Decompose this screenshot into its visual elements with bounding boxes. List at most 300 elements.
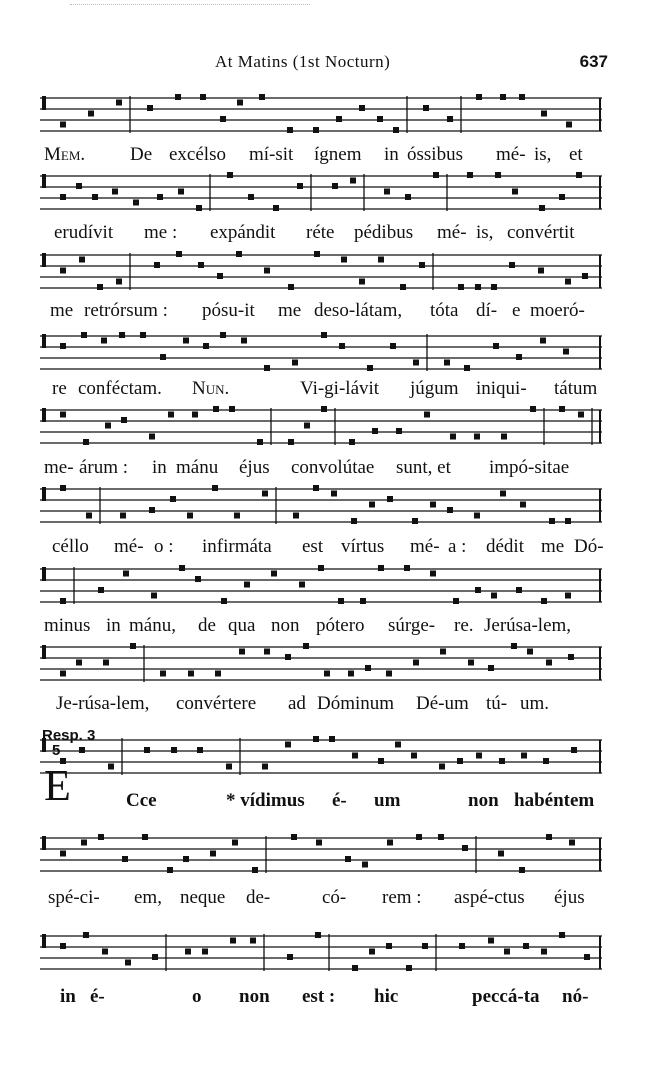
neume [215, 671, 221, 677]
syllable: ígnem [314, 144, 362, 165]
neume [288, 284, 294, 290]
neume [462, 845, 468, 851]
neume [149, 507, 155, 513]
neume [112, 189, 118, 195]
neume [196, 205, 202, 211]
syllable: mé- [496, 144, 526, 165]
neume [511, 643, 517, 649]
neume [400, 284, 406, 290]
neume [352, 753, 358, 759]
neume [121, 417, 127, 423]
neume [264, 268, 270, 274]
neume [378, 257, 384, 263]
neume [453, 598, 459, 604]
syllable: in [60, 986, 76, 1007]
neume [88, 111, 94, 117]
neume [232, 840, 238, 846]
syllable: Dé-um [416, 693, 469, 714]
neume [476, 94, 482, 100]
syllable: Dó- [574, 536, 604, 557]
syllable: De [130, 144, 153, 165]
syllable: mánu, [129, 615, 176, 636]
neume [559, 932, 565, 938]
neume [119, 332, 125, 338]
syllable: qua [228, 615, 256, 636]
neume [563, 349, 569, 355]
neume [98, 587, 104, 593]
neume [287, 954, 293, 960]
neume [239, 649, 245, 655]
syllable: Jerúsa-lem, [484, 615, 572, 636]
neume [292, 360, 298, 366]
neume [530, 406, 536, 412]
neume [512, 189, 518, 195]
neume [491, 284, 497, 290]
neume [259, 94, 265, 100]
neume [565, 279, 571, 285]
neume [365, 665, 371, 671]
neume [125, 960, 131, 966]
neume [149, 434, 155, 440]
syllable: árum : [79, 457, 129, 478]
neume [565, 518, 571, 524]
neume [386, 943, 392, 949]
syllable: é- [332, 790, 347, 811]
neume [188, 671, 194, 677]
syllable: mánu [176, 457, 219, 478]
staff-7 [40, 563, 602, 607]
neume [187, 513, 193, 519]
neume [500, 491, 506, 497]
neume [543, 758, 549, 764]
neume [444, 360, 450, 366]
syllable: minus [44, 615, 91, 636]
neume [475, 284, 481, 290]
syllable: erudívit [54, 222, 114, 243]
neume [252, 867, 258, 873]
neume [331, 491, 337, 497]
syllable: mí-sit [249, 144, 294, 165]
syllable: iniqui- [476, 378, 527, 399]
neume [60, 343, 66, 349]
syllable: Mem. [44, 144, 86, 165]
clef [42, 567, 46, 581]
neume [144, 747, 150, 753]
neume [362, 862, 368, 868]
neume [203, 343, 209, 349]
neume [359, 105, 365, 111]
syllable: neque [180, 887, 226, 908]
neume [422, 943, 428, 949]
neume [241, 338, 247, 344]
neume [116, 100, 122, 106]
syllable: in [106, 615, 121, 636]
syllable: éjus [239, 457, 270, 478]
staff-svg [40, 92, 602, 136]
neume [329, 736, 335, 742]
neume [304, 423, 310, 429]
staff-10 [40, 832, 602, 876]
neume [336, 116, 342, 122]
neume [438, 834, 444, 840]
staff-11 [40, 930, 602, 974]
neume [236, 251, 242, 257]
syllable: me [50, 300, 74, 321]
syllable: spé-ci- [48, 887, 100, 908]
syllable: aspé-ctus [454, 887, 525, 908]
neume [338, 598, 344, 604]
neume [103, 660, 109, 666]
neume [176, 251, 182, 257]
syllable: non [271, 615, 300, 636]
neume [439, 764, 445, 770]
neume [349, 439, 355, 445]
neume [313, 485, 319, 491]
neume [495, 172, 501, 178]
syllable: re [52, 378, 67, 399]
neume [226, 764, 232, 770]
neume [60, 485, 66, 491]
neume [314, 251, 320, 257]
syllable: convértere [176, 693, 257, 714]
neume [183, 856, 189, 862]
neume [541, 111, 547, 117]
neume [244, 582, 250, 588]
syllable: deso-látam, [314, 300, 403, 321]
syllable: is, [476, 222, 494, 243]
neume [210, 851, 216, 857]
neume [291, 834, 297, 840]
staff-svg [40, 170, 602, 214]
neume [299, 582, 305, 588]
neume [569, 840, 575, 846]
responsory-label [42, 728, 95, 758]
neume [369, 949, 375, 955]
neume [501, 434, 507, 440]
neume [154, 262, 160, 268]
syllable: júgum [410, 378, 459, 399]
neume [539, 205, 545, 211]
neume [541, 598, 547, 604]
neume [433, 172, 439, 178]
neume [546, 834, 552, 840]
syllable: impó-sitae [489, 457, 570, 478]
neume [60, 851, 66, 857]
syllable: e [512, 300, 521, 321]
neume [171, 747, 177, 753]
staff-svg [40, 483, 602, 527]
syllable: in [384, 144, 399, 165]
neume [464, 365, 470, 371]
neume [324, 671, 330, 677]
neume [412, 518, 418, 524]
neume [101, 338, 107, 344]
neume [147, 105, 153, 111]
syllable: Je-rúsa-lem, [56, 693, 150, 714]
neume [348, 671, 354, 677]
neume [313, 736, 319, 742]
neume [123, 571, 129, 577]
neume [81, 840, 87, 846]
syllable: de [198, 615, 216, 636]
syllable: est : [302, 986, 336, 1007]
staff-8 [40, 641, 602, 685]
staff-6 [40, 483, 602, 527]
neume [200, 94, 206, 100]
neume [474, 434, 480, 440]
staff-svg [40, 404, 602, 448]
neume [576, 172, 582, 178]
neume [430, 502, 436, 508]
syllable: hic [374, 986, 399, 1007]
syllable: conféctam. [78, 378, 162, 399]
syllable: expándit [210, 222, 276, 243]
neume [157, 194, 163, 200]
neume [350, 178, 356, 184]
neume [151, 593, 157, 599]
neume [377, 116, 383, 122]
neume [467, 172, 473, 178]
syllable: mé- [410, 536, 440, 557]
neume [578, 412, 584, 418]
neume [516, 587, 522, 593]
syllable: in [152, 457, 167, 478]
staff-2 [40, 170, 602, 214]
neume [332, 183, 338, 189]
neume [160, 354, 166, 360]
neume [372, 428, 378, 434]
page-number: 637 [579, 52, 608, 71]
neume [476, 753, 482, 759]
neume [122, 856, 128, 862]
neume [79, 257, 85, 263]
neume [297, 183, 303, 189]
neume [447, 116, 453, 122]
neume [288, 439, 294, 445]
syllable: nó- [562, 986, 589, 1007]
syllable: pósu-it [202, 300, 255, 321]
neume [430, 571, 436, 577]
syllable: dédit [486, 536, 524, 557]
neume [390, 343, 396, 349]
neume [264, 649, 270, 655]
staff-4 [40, 330, 602, 374]
neume [321, 332, 327, 338]
syllable: excélso [169, 144, 226, 165]
neume [83, 932, 89, 938]
syllable: convértit [507, 222, 575, 243]
neume [386, 671, 392, 677]
neume [105, 423, 111, 429]
neume [86, 513, 92, 519]
neume [60, 671, 66, 677]
neume [423, 105, 429, 111]
syllable: Dóminum [317, 693, 395, 714]
clef [42, 408, 46, 422]
neume [413, 660, 419, 666]
neume [76, 660, 82, 666]
syllable: Vi-gi-lávit [300, 378, 380, 399]
syllable: a : [448, 536, 467, 557]
syllable: de- [246, 887, 271, 908]
neume [81, 332, 87, 338]
neume [83, 439, 89, 445]
neume [584, 954, 590, 960]
neume [566, 122, 572, 128]
neume [303, 643, 309, 649]
neume [440, 649, 446, 655]
neume [220, 116, 226, 122]
neume [237, 100, 243, 106]
neume [185, 949, 191, 955]
neume [60, 122, 66, 128]
neume [419, 262, 425, 268]
neume [519, 867, 525, 873]
neume [108, 764, 114, 770]
staff-svg [40, 641, 602, 685]
neume [509, 262, 515, 268]
neume [179, 565, 185, 571]
syllable: pédibus [354, 222, 414, 243]
neume [571, 747, 577, 753]
responsory-number: Resp. 3 [42, 727, 96, 744]
neume [217, 273, 223, 279]
neume [102, 949, 108, 955]
neume [387, 496, 393, 502]
neume [559, 406, 565, 412]
neume [413, 360, 419, 366]
syllable: is, [534, 144, 552, 165]
staff-svg [40, 832, 602, 876]
neume [142, 834, 148, 840]
neume [447, 507, 453, 513]
staff-svg [40, 330, 602, 374]
neume [262, 491, 268, 497]
neume [220, 332, 226, 338]
neume [369, 502, 375, 508]
responsory-mode: 5 [52, 742, 61, 759]
neume [450, 434, 456, 440]
syllable: em, [134, 887, 162, 908]
syllable: có- [322, 887, 347, 908]
neume [60, 943, 66, 949]
neume [504, 949, 510, 955]
neume [541, 949, 547, 955]
syllable: mé- [437, 222, 467, 243]
staff-9 [40, 734, 602, 778]
neume [498, 851, 504, 857]
neume [213, 406, 219, 412]
neume [271, 571, 277, 577]
neume [257, 439, 263, 445]
neume [387, 840, 393, 846]
syllable: est [302, 536, 324, 557]
staff-svg [40, 930, 602, 974]
neume [416, 834, 422, 840]
syllable: me [278, 300, 302, 321]
neume [345, 856, 351, 862]
neume [384, 189, 390, 195]
syllable: tú- [486, 693, 508, 714]
staff-svg [40, 563, 602, 607]
staff-svg [40, 734, 602, 778]
scan-speck [70, 4, 310, 6]
neume [202, 949, 208, 955]
neume [262, 764, 268, 770]
neume [488, 665, 494, 671]
neume [227, 172, 233, 178]
neume [212, 485, 218, 491]
neume [92, 194, 98, 200]
neume [321, 406, 327, 412]
neume [546, 660, 552, 666]
neume [540, 338, 546, 344]
neume [192, 412, 198, 418]
neume [395, 742, 401, 748]
neume [521, 753, 527, 759]
neume [60, 412, 66, 418]
neume [378, 565, 384, 571]
clef [42, 253, 46, 267]
neume [234, 513, 240, 519]
neume [229, 406, 235, 412]
neume [250, 938, 256, 944]
neume [351, 518, 357, 524]
neume [582, 273, 588, 279]
syllable: súrge- [388, 615, 436, 636]
syllable: Nun. [192, 378, 230, 399]
neume [405, 194, 411, 200]
neume [549, 518, 555, 524]
syllable: habéntem [514, 790, 595, 811]
neume [60, 194, 66, 200]
syllable: óssibus [407, 144, 463, 165]
syllable: o : [154, 536, 174, 557]
syllable: me : [144, 222, 178, 243]
neume [568, 654, 574, 660]
neume [160, 671, 166, 677]
neume [559, 194, 565, 200]
neume [367, 365, 373, 371]
neume [516, 354, 522, 360]
neume [500, 94, 506, 100]
syllable: é- [90, 986, 105, 1007]
neume [396, 428, 402, 434]
neume [475, 587, 481, 593]
syllable: moeró- [530, 300, 585, 321]
neume [318, 565, 324, 571]
neume [538, 268, 544, 274]
neume [474, 513, 480, 519]
neume [458, 284, 464, 290]
neume [116, 279, 122, 285]
neume [424, 412, 430, 418]
clef [42, 934, 46, 948]
neume [565, 593, 571, 599]
neume [60, 268, 66, 274]
syllable: peccá-ta [472, 986, 540, 1007]
neume [98, 834, 104, 840]
neume [287, 127, 293, 133]
neume [523, 943, 529, 949]
neume [273, 205, 279, 211]
clef [42, 96, 46, 110]
neume [313, 127, 319, 133]
syllable: sunt, et [396, 457, 451, 478]
neume [170, 496, 176, 502]
neume [140, 332, 146, 338]
syllable: et [569, 144, 583, 165]
